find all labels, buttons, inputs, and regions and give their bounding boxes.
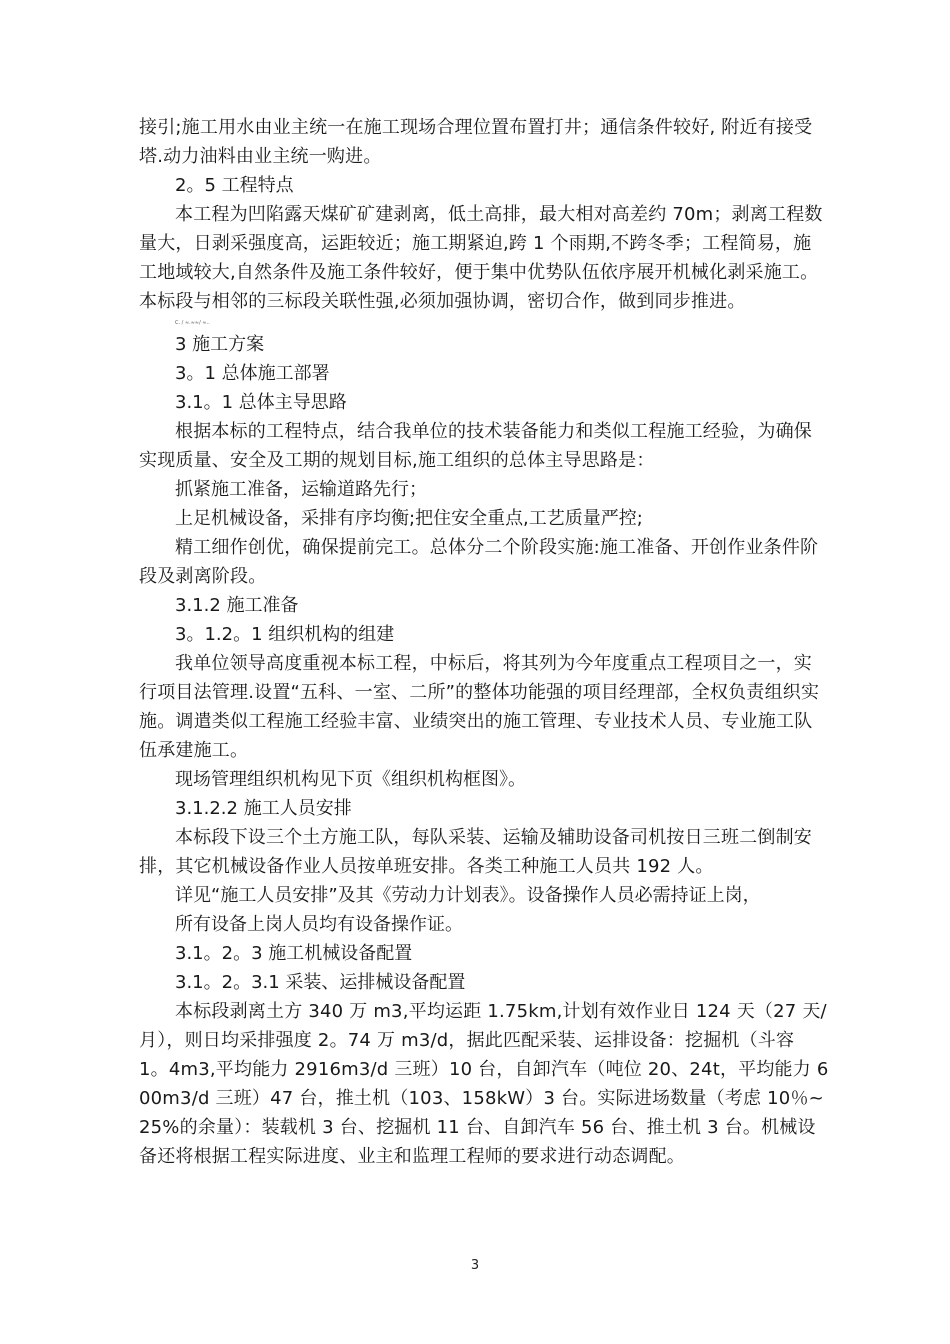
paragraph-project-features: 本工程为凹陷露天煤矿矿建剥离，低土高排，最大相对高差约 70m；剥离工程数量大，日剥采强度高，运距较近；施工期紧迫,跨 1 个雨期,不跨冬季；工程简易，施工地域较大,自然条件及施工条件较好，便于集中优势队伍依序展开机械化剥采施工。本标段与相邻的三标段关联性强,必须加强协调，密切合作，做到同步推进。 — [139, 204, 823, 312]
section-heading-3-1-2-3-1: 3.1。2。3.1 采装、运排械设备配置 — [175, 972, 466, 993]
section-heading-3-1-1: 3.1。1 总体主导思路 — [175, 392, 347, 413]
section-heading-2-5: 2。5 工程特点 — [175, 175, 294, 196]
paragraph-personnel-detail-2: 所有设备上岗人员均有设备操作证。 — [175, 914, 463, 935]
section-heading-3: 3 施工方案 — [175, 334, 265, 355]
small-artifact-mark: C. / ≈.≈≈/ ≈.. — [175, 320, 210, 326]
page-number: 3 — [470, 1258, 480, 1273]
list-line-equipment: 上足机械设备，采排有序均衡;把住安全重点,工艺质量严控; — [175, 508, 643, 529]
section-heading-3-1-2-1: 3。1.2。1 组织机构的组建 — [175, 624, 395, 645]
section-heading-3-1-2-2: 3.1.2.2 施工人员安排 — [175, 798, 352, 819]
paragraph-personnel-detail-1: 详见“施工人员安排”及其《劳动力计划表》。设备操作人员必需持证上岗， — [175, 885, 761, 906]
document-body — [139, 113, 829, 1171]
paragraph-organization: 我单位领导高度重视本标工程，中标后，将其列为今年度重点工程项目之一，实行项目法管理.设置“五科、一室、二所”的整体功能强的项目经理部，全权负责组织实施。调遣类似工程施工经验丰富、业绩突出的施工管理、专业技术人员、专业施工队伍承建施工。 — [139, 653, 820, 761]
paragraph-equipment-configuration: 本标段剥离土方 340 万 m3,平均运距 1.75km,计划有效作业日 124 天（27 天/月），则日均采排强度 2。74 万 m3/d，据此匹配采装、运排设备：挖掘机（斗容 1。4m3,平均能力 2916m3/d 三班）10 台，自卸汽车（吨位 20、24t，平均能力 600m3/d 三班）47 台，推土机（103、158kW）3 台。实际进场数量（考虑 10％~25%的余量）：装载机 3 台、挖掘机 11 台、自卸汽车 56 台、推土机 3 台。机械设备还将根据工程实际进度、业主和监理工程师的要求进行动态调配。 — [139, 1001, 829, 1167]
list-line-preparation: 抓紧施工准备，运输道路先行； — [175, 479, 427, 500]
paragraph-overall-guiding-idea: 根据本标的工程特点，结合我单位的技术装备能力和类似工程施工经验，为确保实现质量、安全及工期的规划目标,施工组织的总体主导思路是： — [139, 421, 812, 471]
paragraph-org-chart-reference: 现场管理组织机构见下页《组织机构框图》。 — [175, 769, 526, 790]
section-heading-3-1-2-3: 3.1。2。3 施工机械设备配置 — [175, 943, 413, 964]
paragraph-water-communication: 接引;施工用水由业主统一在施工现场合理位置布置打井；通信条件较好, 附近有接受塔.动力油料由业主统一购进。 — [139, 117, 813, 167]
section-heading-3-1-2: 3.1.2 施工准备 — [175, 595, 299, 616]
section-heading-3-1: 3。1 总体施工部署 — [175, 363, 330, 384]
paragraph-personnel: 本标段下设三个土方施工队，每队采装、运输及辅助设备司机按日三班二倒制安排，其它机械设备作业人员按单班安排。各类工种施工人员共 192 人。 — [139, 827, 812, 877]
paragraph-completion: 精工细作创优，确保提前完工。总体分二个阶段实施:施工准备、开创作业条件阶段及剥离阶段。 — [139, 537, 819, 587]
